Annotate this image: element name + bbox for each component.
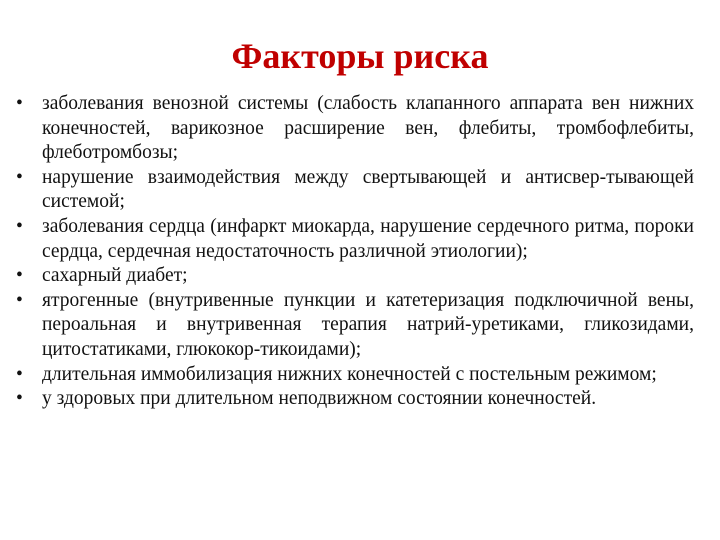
bullet-icon: • — [16, 93, 23, 114]
list-item — [16, 166, 694, 215]
list-item — [16, 387, 694, 412]
bullet-icon: • — [16, 265, 23, 287]
bullet-icon: • — [16, 289, 23, 311]
list-item-text: ятрогенные (внутривенные пункции и катетеризация подключичной вены, пероальная и внутривенная терапия натрий-уретиками, гликозидами, цитостатиками, глюкокор-тикоидами); — [42, 289, 694, 360]
list-item — [16, 289, 694, 363]
list-item-text: заболевания сердца (инфаркт миокарда, нарушение сердечного ритма, пороки сердца, сердечная недостаточность различной этиологии); — [42, 215, 694, 262]
list-item — [16, 363, 694, 388]
slide-title: Факторы риска — [231, 36, 489, 76]
list-item-text: у здоровых при длительном неподвижном состоянии конечностей. — [42, 388, 597, 410]
list-item-text: сахарный диабет; — [42, 265, 188, 287]
risk-factors-list — [16, 92, 694, 412]
list-item — [16, 215, 694, 264]
list-item — [16, 264, 694, 289]
bullet-icon: • — [16, 388, 23, 410]
bullet-icon: • — [16, 363, 23, 385]
list-item-text: длительная иммобилизация нижних конечностей с постельным режимом; — [42, 363, 657, 385]
list-item — [16, 92, 694, 166]
list-item-text: нарушение взаимодействия между свертывающей и антисвер-тывающей системой; — [42, 166, 694, 213]
bullet-icon: • — [16, 215, 23, 237]
bullet-icon: • — [16, 166, 23, 188]
list-item-text: заболевания венозной системы (слабость клапанного аппарата вен нижних конечностей, варикозное расширение вен, флебиты, тромбофлебиты, флеботромбозы; — [42, 93, 694, 164]
